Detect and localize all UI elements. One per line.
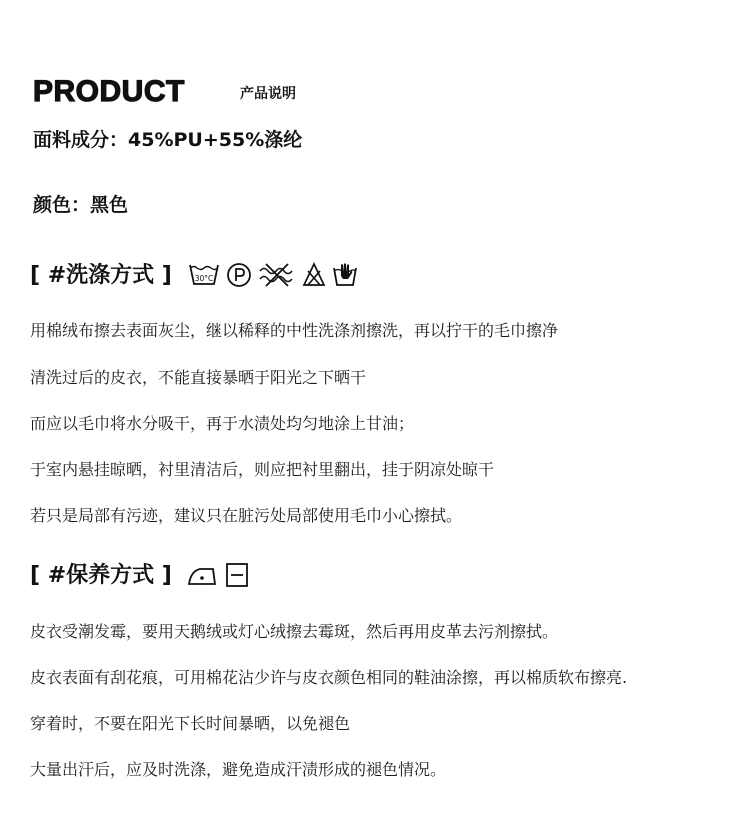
svg-text:30°C: 30°C [194, 274, 214, 283]
wash-care-icons [188, 262, 364, 288]
care-line: 皮衣表面有刮花痕，可用棉花沾少许与皮衣颜色相同的鞋油涂擦，再以棉质软布擦亮. [30, 668, 628, 687]
care-line: 大量出汗后，应及时洗涤，避免造成汗渍形成的褪色情况。 [30, 760, 447, 779]
wash-30-icon [188, 262, 220, 288]
wash-line: 若只是局部有污迹，建议只在脏污处局部使用毛巾小心擦拭。 [30, 506, 463, 525]
product-title: PRODUCT [33, 75, 185, 108]
hand-wash-icon [332, 262, 358, 288]
wash-line: 清洗过后的皮衣，不能直接暴晒于阳光之下晒干 [30, 368, 367, 387]
care-heading: [ #保养方式 ] [30, 563, 172, 588]
care-line: 皮衣受潮发霉，要用天鹅绒或灯心绒擦去霉斑，然后再用皮革去污剂擦拭。 [30, 622, 559, 641]
wash-line: 而应以毛巾将水分吸干，再于水渍处均匀地涂上甘油； [30, 414, 415, 433]
iron-low-heat-icon [186, 562, 218, 588]
wash-line: 用棉绒布擦去表面灰尘，继以稀释的中性洗涤剂擦洗，再以拧干的毛巾擦净 [30, 321, 559, 340]
dry-flat-icon [224, 562, 250, 588]
no-bleach-icon [302, 262, 326, 288]
no-tumble-dry-icon [258, 262, 296, 288]
care-icons [186, 562, 256, 588]
color-spec: 颜色：黑色 [33, 194, 129, 216]
professional-dry-clean-p-icon [226, 262, 252, 288]
wash-line: 于室内悬挂晾晒，衬里清洁后，则应把衬里翻出，挂于阴凉处晾干 [30, 460, 495, 479]
wash-heading: [ #洗涤方式 ] [30, 263, 172, 288]
product-subtitle: 产品说明 [240, 86, 296, 102]
care-line: 穿着时，不要在阳光下长时间暴晒，以免褪色 [30, 714, 351, 733]
material-composition: 面料成分：45%PU+55%涤纶 [33, 129, 303, 151]
